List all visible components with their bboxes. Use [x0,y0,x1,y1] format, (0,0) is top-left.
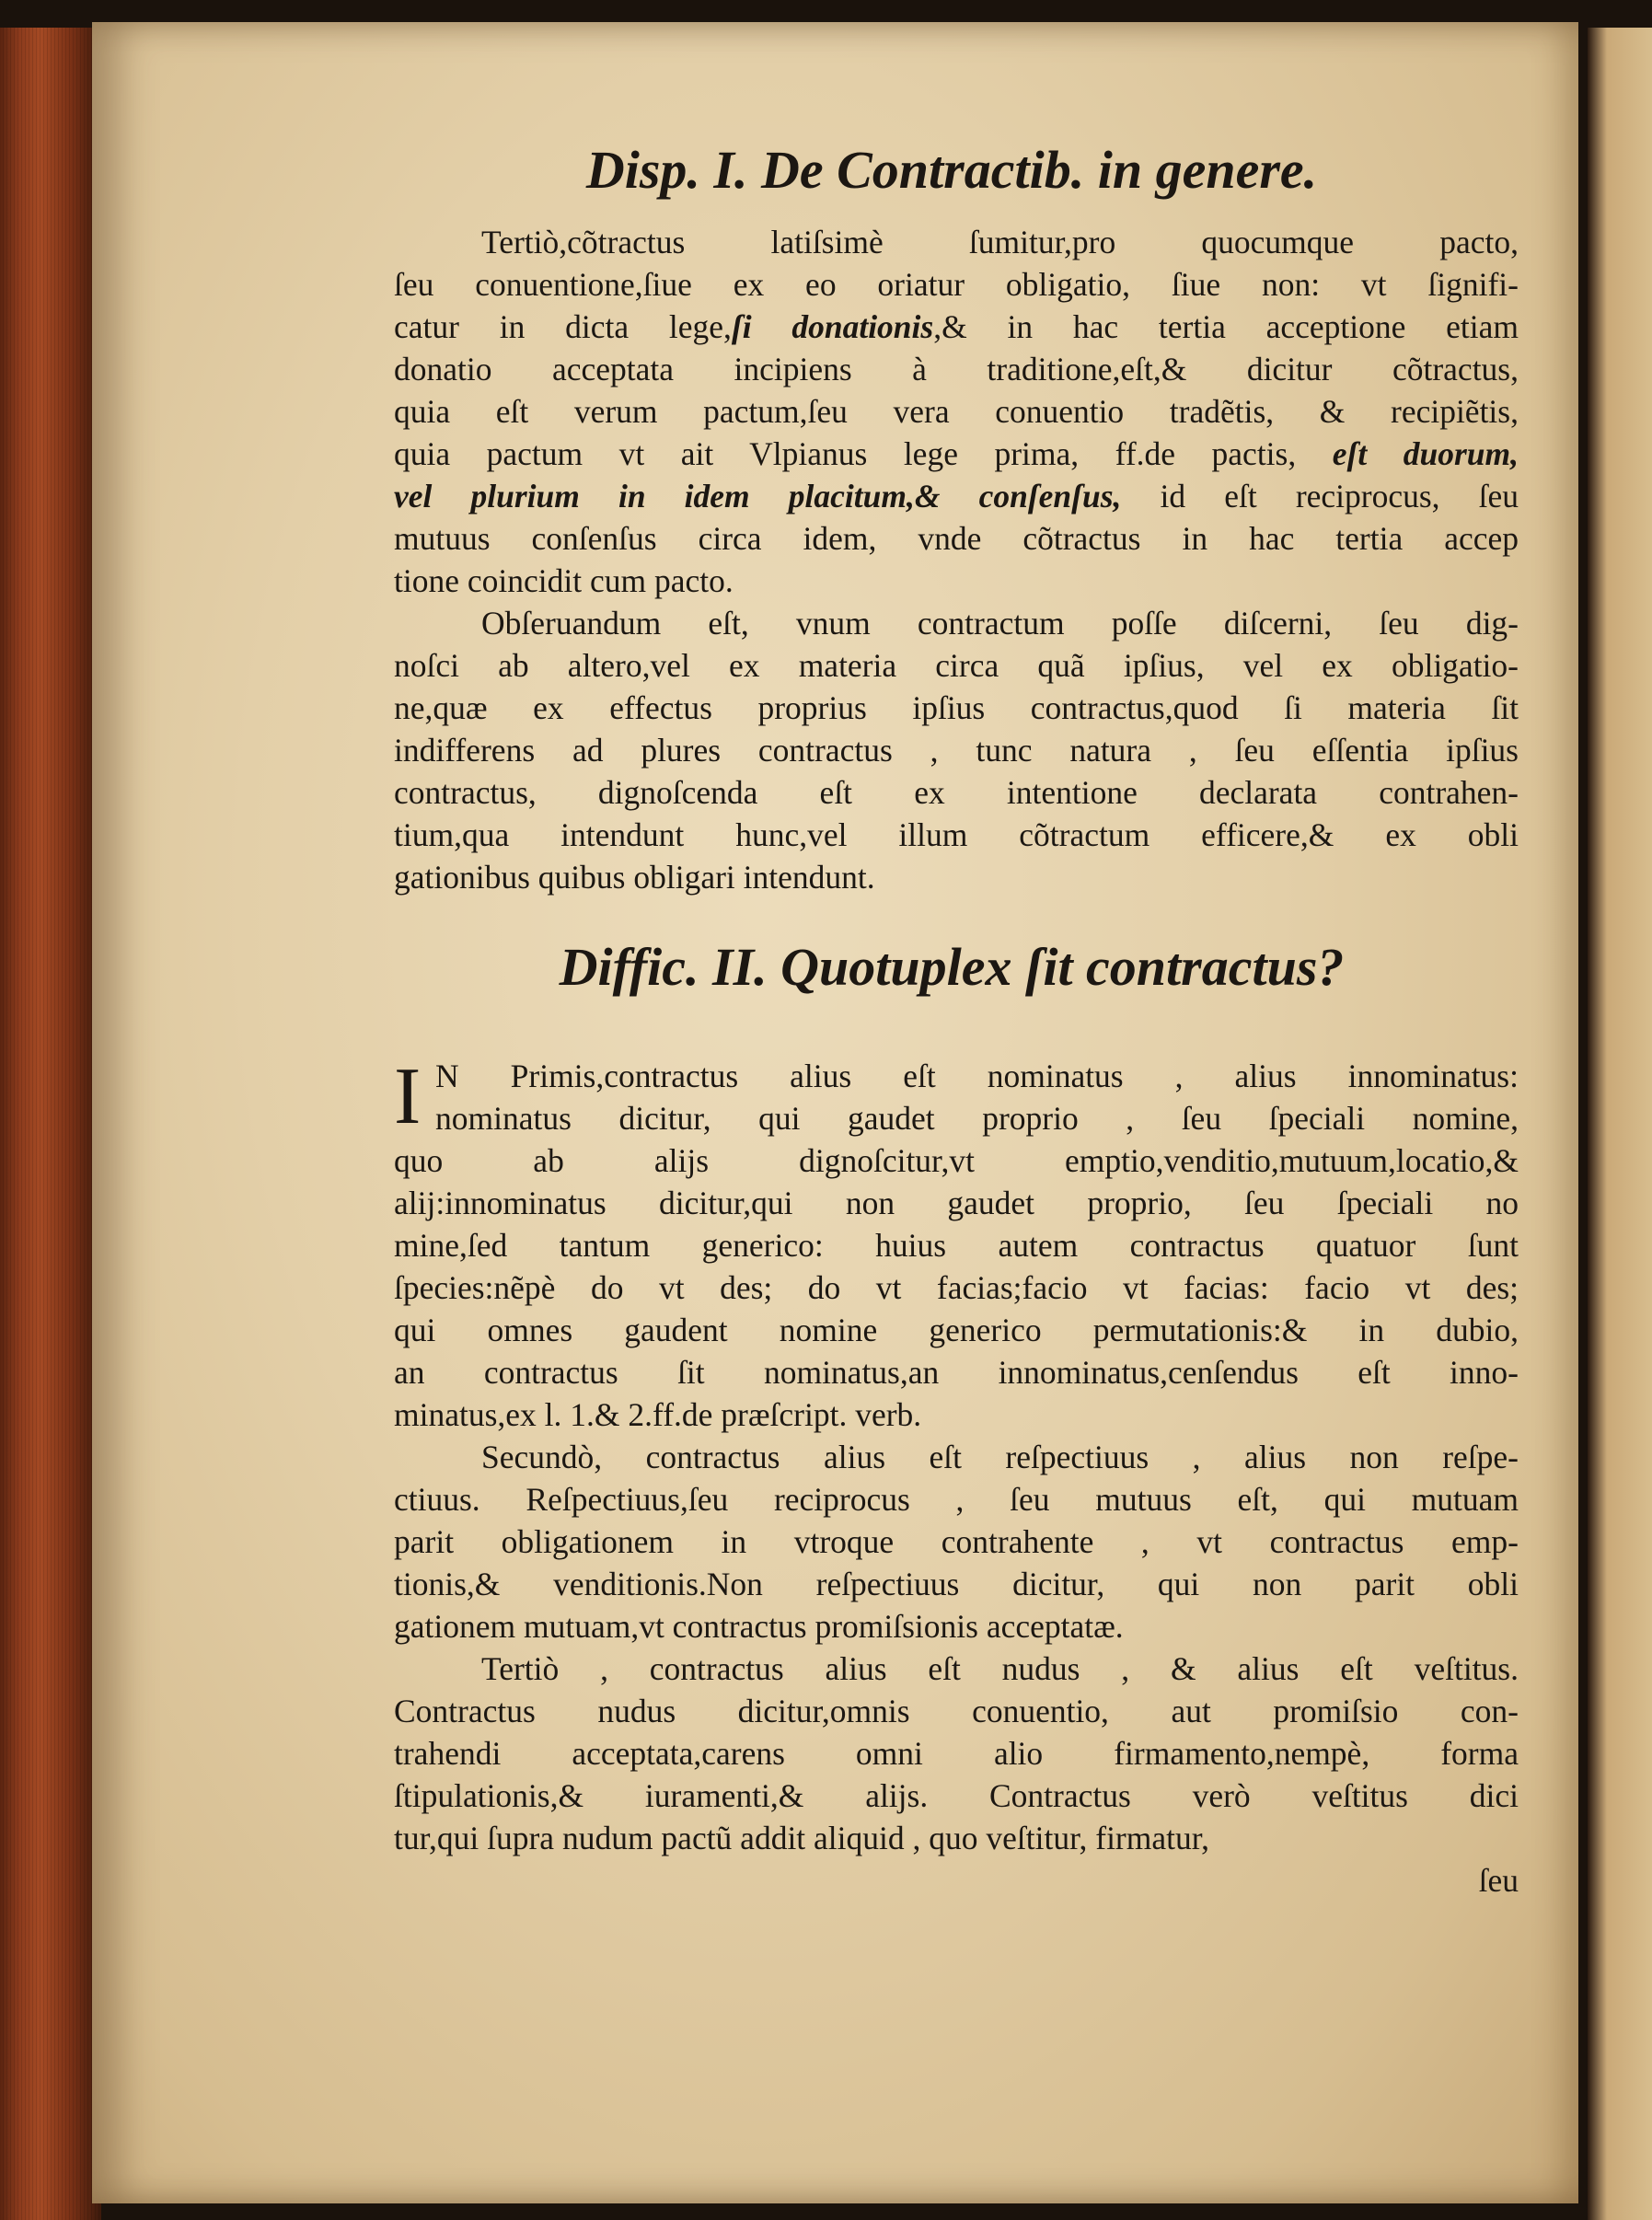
paragraph-in-primis [394,1052,1519,1436]
italic-citation: ſi donationis [731,308,934,345]
section-heading: Diffic. II. Quotuplex ſit contractus? [559,937,1345,997]
facing-page-edge [1588,28,1652,2220]
text-run: id eſt reciprocus, ſeu [1121,478,1519,515]
text-line: N Primis,contractus alius eſt nominatus , alius innominatus: [435,1058,1519,1094]
text-run: ,& in hac tertia acceptione etiam [933,308,1519,345]
paragraph-obseruandum [394,602,1519,898]
text-line: trahendi acceptata,carens omni alio firmamento,nempè, forma [394,1735,1519,1772]
text-line [394,306,1519,348]
paragraph-tertio-contractus [394,221,1519,602]
drop-cap: I [394,1052,422,1141]
italic-citation: eſt duorum, [1332,435,1519,472]
running-heading: Disp. I. De Contractib. in genere. [585,140,1318,200]
text-line: Contractus nudus dicitur,omnis conuentio, aut promiſsio con- [394,1693,1519,1729]
text-line: ctiuus. Reſpectiuus,ſeu reciprocus , ſeu mutuus eſt, qui mutuam [394,1481,1519,1518]
text-line: indifferens ad plures contractus , tunc natura , ſeu eſſentia ipſius [394,732,1519,769]
page-text [394,138,1519,1902]
text-line: Secundò, contractus alius eſt reſpectiuus , alius non reſpe- [481,1439,1519,1475]
text-line: alij:innominatus dicitur,qui non gaudet proprio, ſeu ſpeciali no [394,1185,1519,1221]
text-line: Obſeruandum eſt, vnum contractum poſſe diſcerni, ſeu dig- [481,605,1519,642]
text-line: tionis,& venditionis.Non reſpectiuus dicitur, qui non parit obli [394,1566,1519,1602]
italic-citation: vel plurium in idem placitum,& conſenſus, [394,478,1122,515]
page-edges [0,28,101,2220]
text-line: tur,qui ſupra nudum pactũ addit aliquid , quo veſtitur, firmatur, [394,1820,1210,1856]
text-line: noſci ab altero,vel ex materia circa quã ipſius, vel ex obligatio- [394,647,1519,684]
text-line: donatio acceptata incipiens à traditione,eſt,& dicitur cõtractus, [394,351,1519,387]
text-line: qui omnes gaudent nomine generico permutationis:& in dubio, [394,1312,1519,1348]
text-line: contractus, dignoſcenda eſt ex intentione declarata contrahen- [394,774,1519,811]
text-line: ne,quæ ex effectus proprius ipſius contractus,quod ſi materia ſit [394,689,1519,726]
text-run: quia pactum vt ait Vlpianus lege prima, ff.de pactis, [394,435,1333,472]
text-line: minatus,ex l. 1.& 2.ff.de præſcript. verb. [394,1396,922,1433]
text-line: mine,ſed tantum generico: huius autem contractus quatuor ſunt [394,1227,1519,1264]
text-run: catur in dicta lege, [394,308,732,345]
catchword: ſeu [1478,1862,1519,1899]
text-line: gationibus quibus obligari intendunt. [394,859,875,896]
text-line: Tertiò,cõtractus latiſsimè ſumitur,pro quocumque pacto, [481,224,1519,260]
text-line: quia eſt verum pactum,ſeu vera conuentio tradẽtis, & recipiẽtis, [394,393,1519,430]
text-line: parit obligationem in vtroque contrahente , vt contractus emp- [394,1523,1519,1560]
text-line: ſeu conuentione,ſiue ex eo oriatur obligatio, ſiue non: vt ſignifi- [394,266,1519,303]
text-line: ſpecies:nẽpè do vt des; do vt facias;facio vt facias: facio vt des; [394,1269,1519,1306]
text-line [394,475,1519,517]
paragraph-secundo [394,1436,1519,1648]
text-line [394,433,1519,475]
text-line: Tertiò , contractus alius eſt nudus , & alius eſt veſtitus. [481,1650,1519,1687]
paragraph-tertio-nudus [394,1648,1519,1859]
text-line: quo ab alijs dignoſcitur,vt emptio,venditio,mutuum,locatio,& [394,1142,1519,1179]
text-line: ſtipulationis,& iuramenti,& alijs. Contractus verò veſtitus dici [394,1777,1519,1814]
text-line: tione coincidit cum pacto. [394,562,734,599]
text-line: nominatus dicitur, qui gaudet proprio , ſeu ſpeciali nomine, [435,1100,1519,1137]
text-line: gationem mutuam,vt contractus promiſsionis acceptatæ. [394,1608,1124,1645]
text-line: an contractus ſit nominatus,an innominatus,cenſendus eſt inno- [394,1354,1519,1391]
text-line: mutuus conſenſus circa idem, vnde cõtractus in hac tertia accep [394,520,1519,557]
text-line: tium,qua intendunt hunc,vel illum cõtractum efficere,& ex obli [394,816,1519,853]
